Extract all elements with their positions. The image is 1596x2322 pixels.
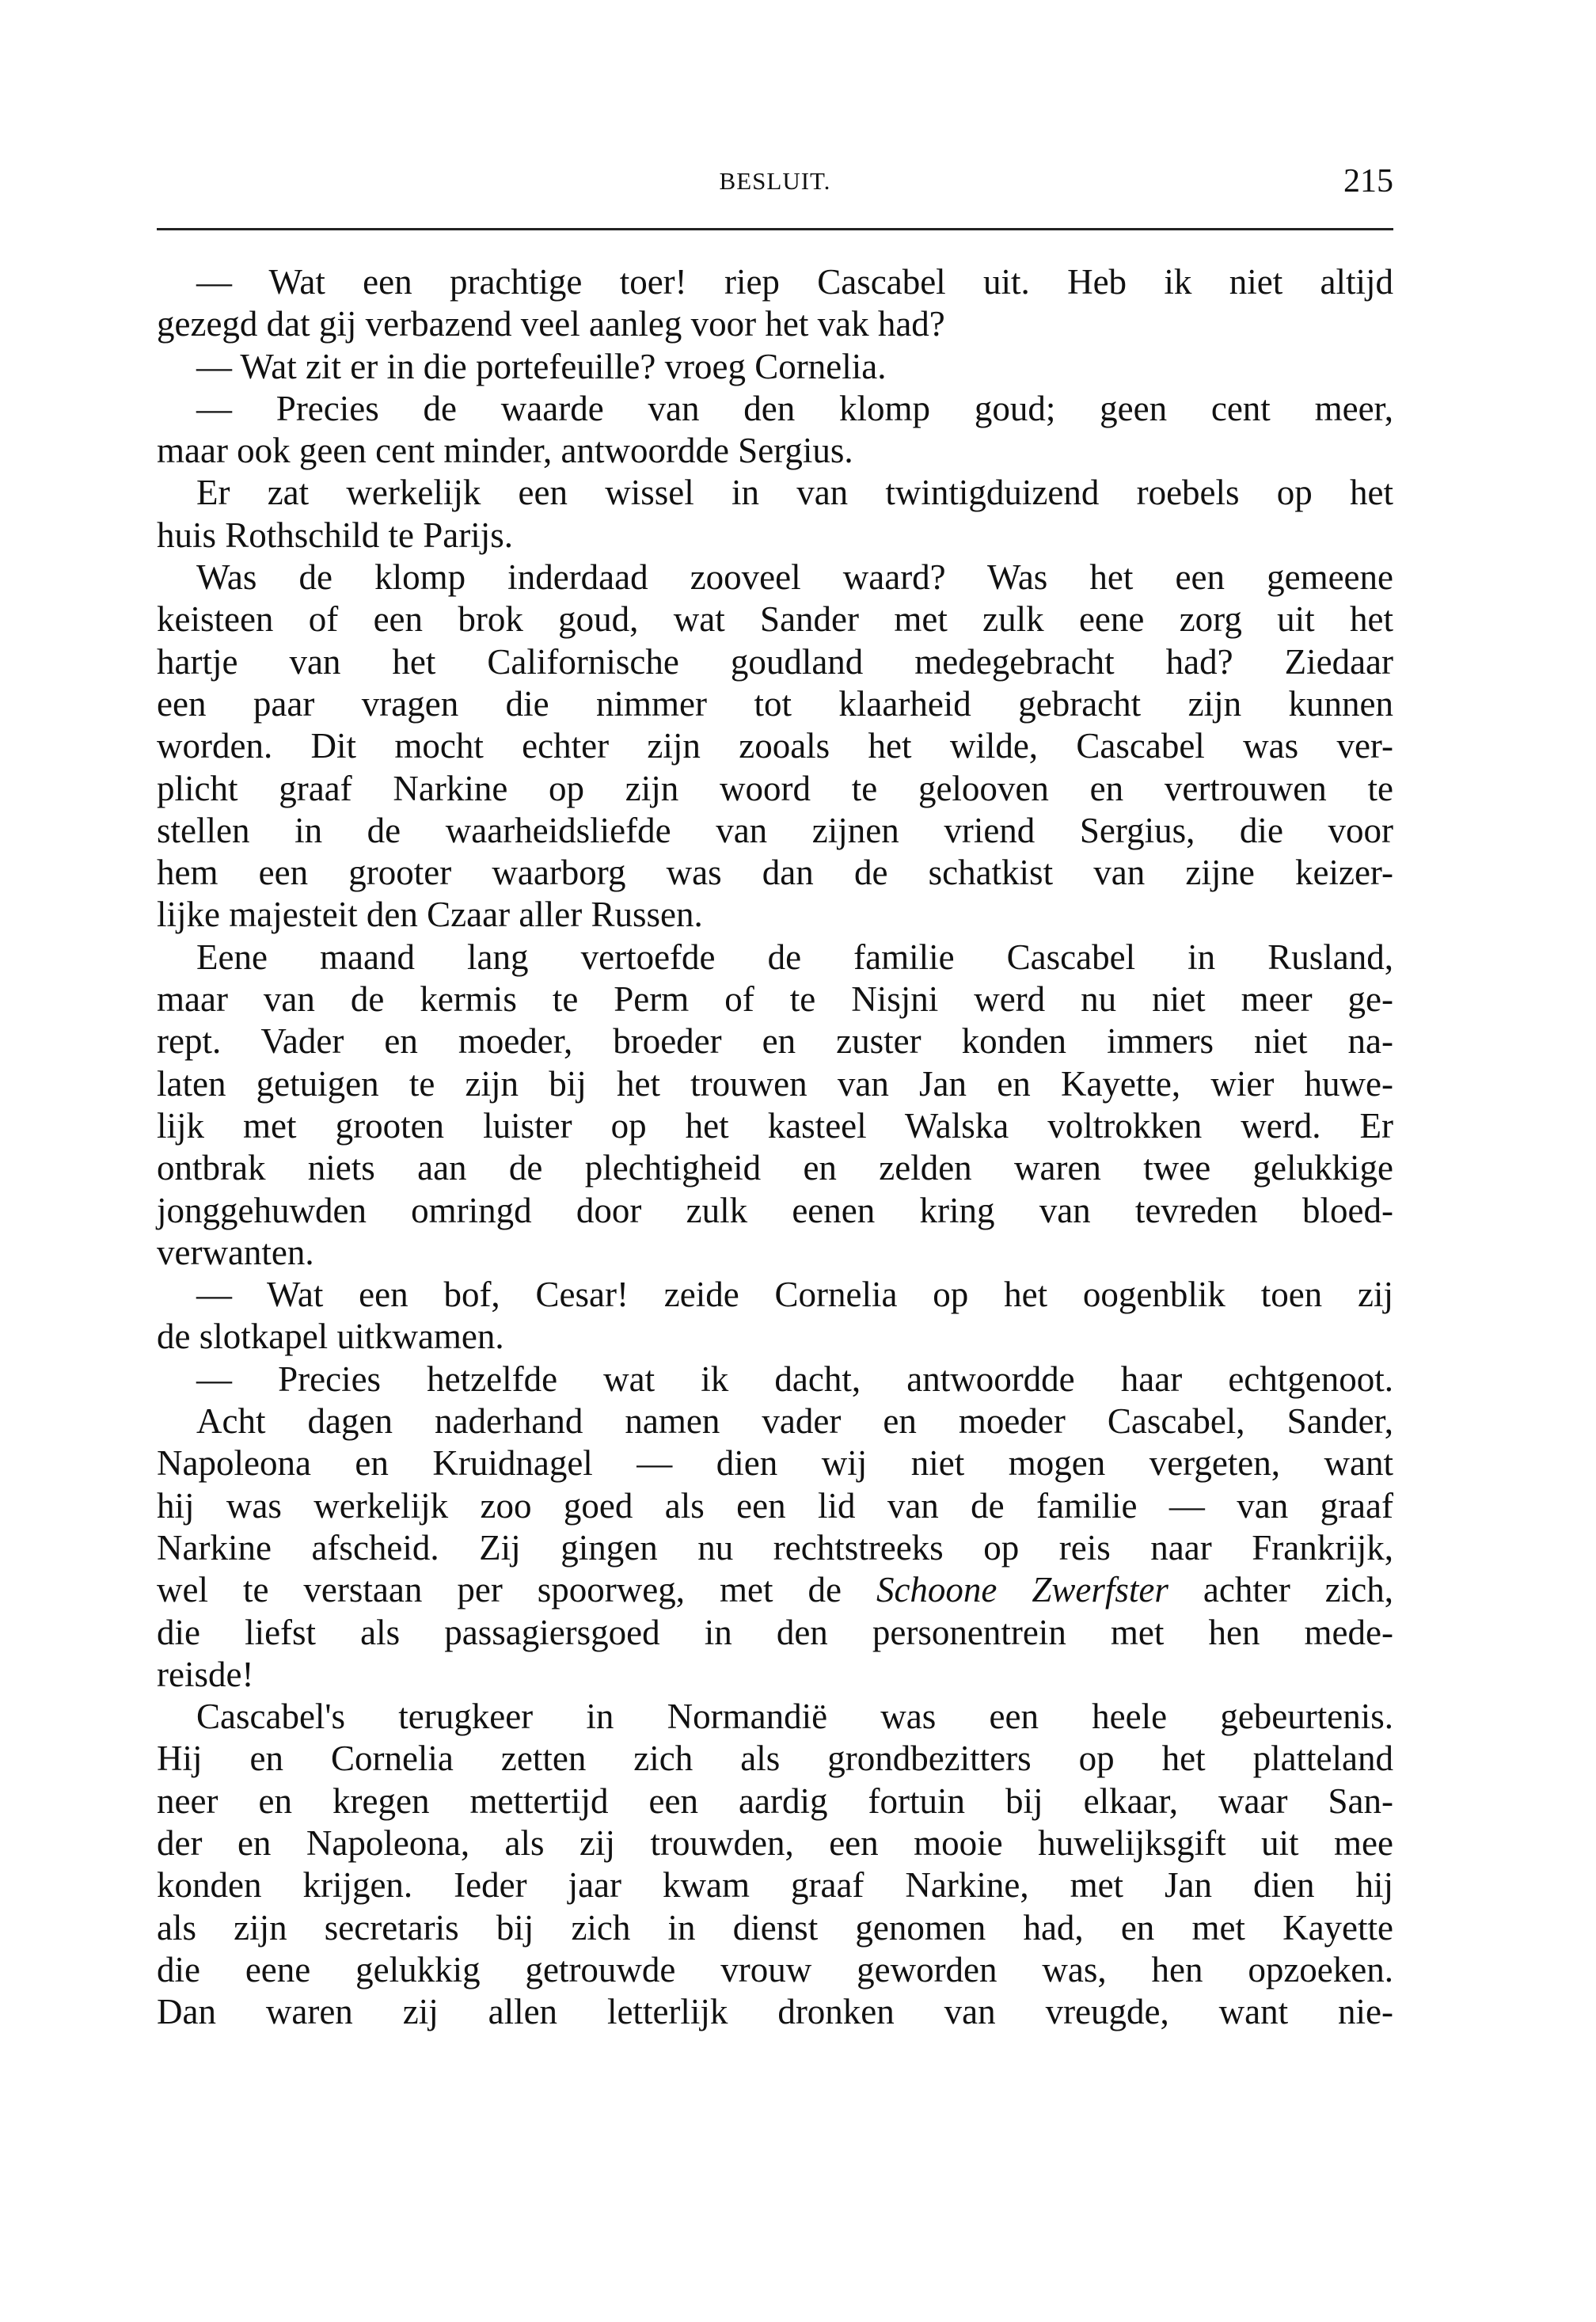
text-line-content: ontbrak niets aan de plechtigheid en zelden waren twee gelukkige [157,1148,1393,1188]
text-line-content: konden krijgen. Ieder jaar kwam graaf Narkine, met Jan dien hij [157,1865,1393,1906]
text-line-content: Eene maand lang vertoefde de familie Cascabel in Rusland, [196,937,1393,977]
text-line-content: Er zat werkelijk een wissel in van twintigduizend roebels op het [196,473,1393,513]
page-number: 215 [1343,163,1393,200]
text-line [157,1442,1393,1484]
text-line [157,557,1393,599]
text-line-content: Dan waren zij allen letterlijk dronken van vreugde, want nie- [157,1992,1393,2032]
text-line-content: een paar vragen die nimmer tot klaarheid gebracht zijn kunnen [157,683,1393,724]
text-line [157,303,1393,345]
text-line [157,1780,1393,1822]
text-line-content: — Precies de waarde van den klomp goud; geen cent meer, [196,388,1393,428]
text-line-content: Cascabel's terugkeer in Normandië was een heele gebeurtenis. [196,1697,1393,1737]
text-line [157,852,1393,894]
text-line [157,1400,1393,1442]
text-line-content: hem een grooter waarborg was dan de schatkist van zijne keizer- [157,853,1393,893]
text-line [157,1232,1393,1274]
text-line-content: gezegd dat gij verbazend veel aanleg voor het vak had? [157,304,945,344]
text-line [157,1949,1393,1991]
text-line [157,1991,1393,2033]
text-line [157,1864,1393,1906]
text-line [157,1105,1393,1147]
text-line [157,937,1393,979]
text-line [157,1485,1393,1527]
text-line-content: worden. Dit mocht echter zijn zooals het wilde, Cascabel was ver- [157,726,1393,766]
text-line [157,1274,1393,1316]
text-line-content: jonggehuwden omringd door zulk eenen kring van tevreden bloed- [157,1190,1393,1230]
text-line [157,1359,1393,1400]
text-line-content: plicht graaf Narkine op zijn woord te gelooven en vertrouwen te [157,768,1393,808]
text-line-content: Napoleona en Kruidnagel — dien wij niet mogen vergeten, want [157,1443,1393,1484]
text-line-content: lijke majesteit den Czaar aller Russen. [157,895,703,935]
text-line-content: de slotkapel uitkwamen. [157,1317,504,1357]
body-text [157,261,1393,2033]
text-line-content: maar van de kermis te Perm of te Nisjni werd nu niet meer ge- [157,979,1393,1020]
text-line [157,725,1393,767]
text-line [157,979,1393,1020]
text-line-content: — Wat een prachtige toer! riep Cascabel uit. Heb ik niet altijd [196,262,1393,302]
text-line [157,810,1393,852]
text-line-content: Was de klomp inderdaad zooveel waard? Was het een gemeene [196,557,1393,598]
text-line-content: achter zich, [1168,1570,1393,1610]
text-line [157,1020,1393,1062]
text-line [157,346,1393,388]
text-line [157,261,1393,303]
text-line-content: reisde! [157,1654,254,1694]
text-line-content: Narkine afscheid. Zij gingen nu rechtstreeks op reis naar Frankrijk, [157,1527,1393,1568]
text-line-content: wel te verstaan per spoorweg, met de [157,1570,876,1610]
text-line [157,1612,1393,1654]
text-line-content: — Wat zit er in die portefeuille? vroeg Cornelia. [196,346,887,386]
text-line [157,388,1393,430]
text-line [157,1569,1393,1611]
text-line [157,430,1393,472]
text-line-content: laten getuigen te zijn bij het trouwen van Jan en Kayette, wier huwe- [157,1063,1393,1104]
text-line [157,1738,1393,1780]
text-line-content: als zijn secretaris bij zich in dienst genomen had, en met Kayette [157,1907,1393,1948]
text-line [157,599,1393,640]
text-line [157,1527,1393,1569]
text-line-content: — Wat een bof, Cesar! zeide Cornelia op het oogenblik toen zij [196,1275,1393,1315]
text-line [157,641,1393,683]
text-line-content: neer en kregen mettertijd een aardig fortuin bij elkaar, waar San- [157,1780,1393,1821]
text-line-content: die liefst als passagiersgoed in den personentrein met hen mede- [157,1612,1393,1652]
text-line [157,683,1393,725]
text-line [157,1907,1393,1949]
text-line-content: maar ook geen cent minder, antwoordde Sergius. [157,431,853,471]
text-line-content: huis Rothschild te Parijs. [157,515,513,555]
text-line-content: — Precies hetzelfde wat ik dacht, antwoordde haar echtgenoot. [196,1359,1393,1399]
text-line [157,1147,1393,1189]
text-line [157,1696,1393,1738]
text-line [157,472,1393,514]
text-line-content: Hij en Cornelia zetten zich als grondbezitters op het platteland [157,1739,1393,1779]
text-line [157,894,1393,936]
text-line-content: hij was werkelijk zoo goed als een lid van de familie — van graaf [157,1485,1393,1526]
text-line-content: die eene gelukkig getrouwde vrouw geworden was, hen opzoeken. [157,1949,1393,1989]
text-line-content: verwanten. [157,1232,314,1272]
text-line-content: lijk met grooten luister op het kasteel Walska voltrokken werd. Er [157,1105,1393,1146]
running-head-title: BESLUIT. [719,167,831,195]
text-line-content: stellen in de waarheidsliefde van zijnen vriend Sergius, die voor [157,810,1393,850]
running-head [157,162,1393,210]
italic-title: Schoone Zwerfster [876,1570,1168,1610]
text-line [157,1063,1393,1105]
text-line [157,1654,1393,1696]
text-line [157,1190,1393,1232]
header-rule [157,228,1393,230]
text-line-content: rept. Vader en moeder, broeder en zuster konden immers niet na- [157,1021,1393,1062]
text-line [157,515,1393,557]
text-line-content: Acht dagen naderhand namen vader en moeder Cascabel, Sander, [196,1401,1393,1442]
text-line [157,1316,1393,1358]
text-line [157,1822,1393,1864]
text-line-content: der en Napoleona, als zij trouwden, een mooie huwelijksgift uit mee [157,1822,1393,1863]
text-line-content: hartje van het Californische goudland medegebracht had? Ziedaar [157,641,1393,682]
text-line-content: keisteen of een brok goud, wat Sander met zulk eene zorg uit het [157,599,1393,640]
text-line [157,768,1393,810]
